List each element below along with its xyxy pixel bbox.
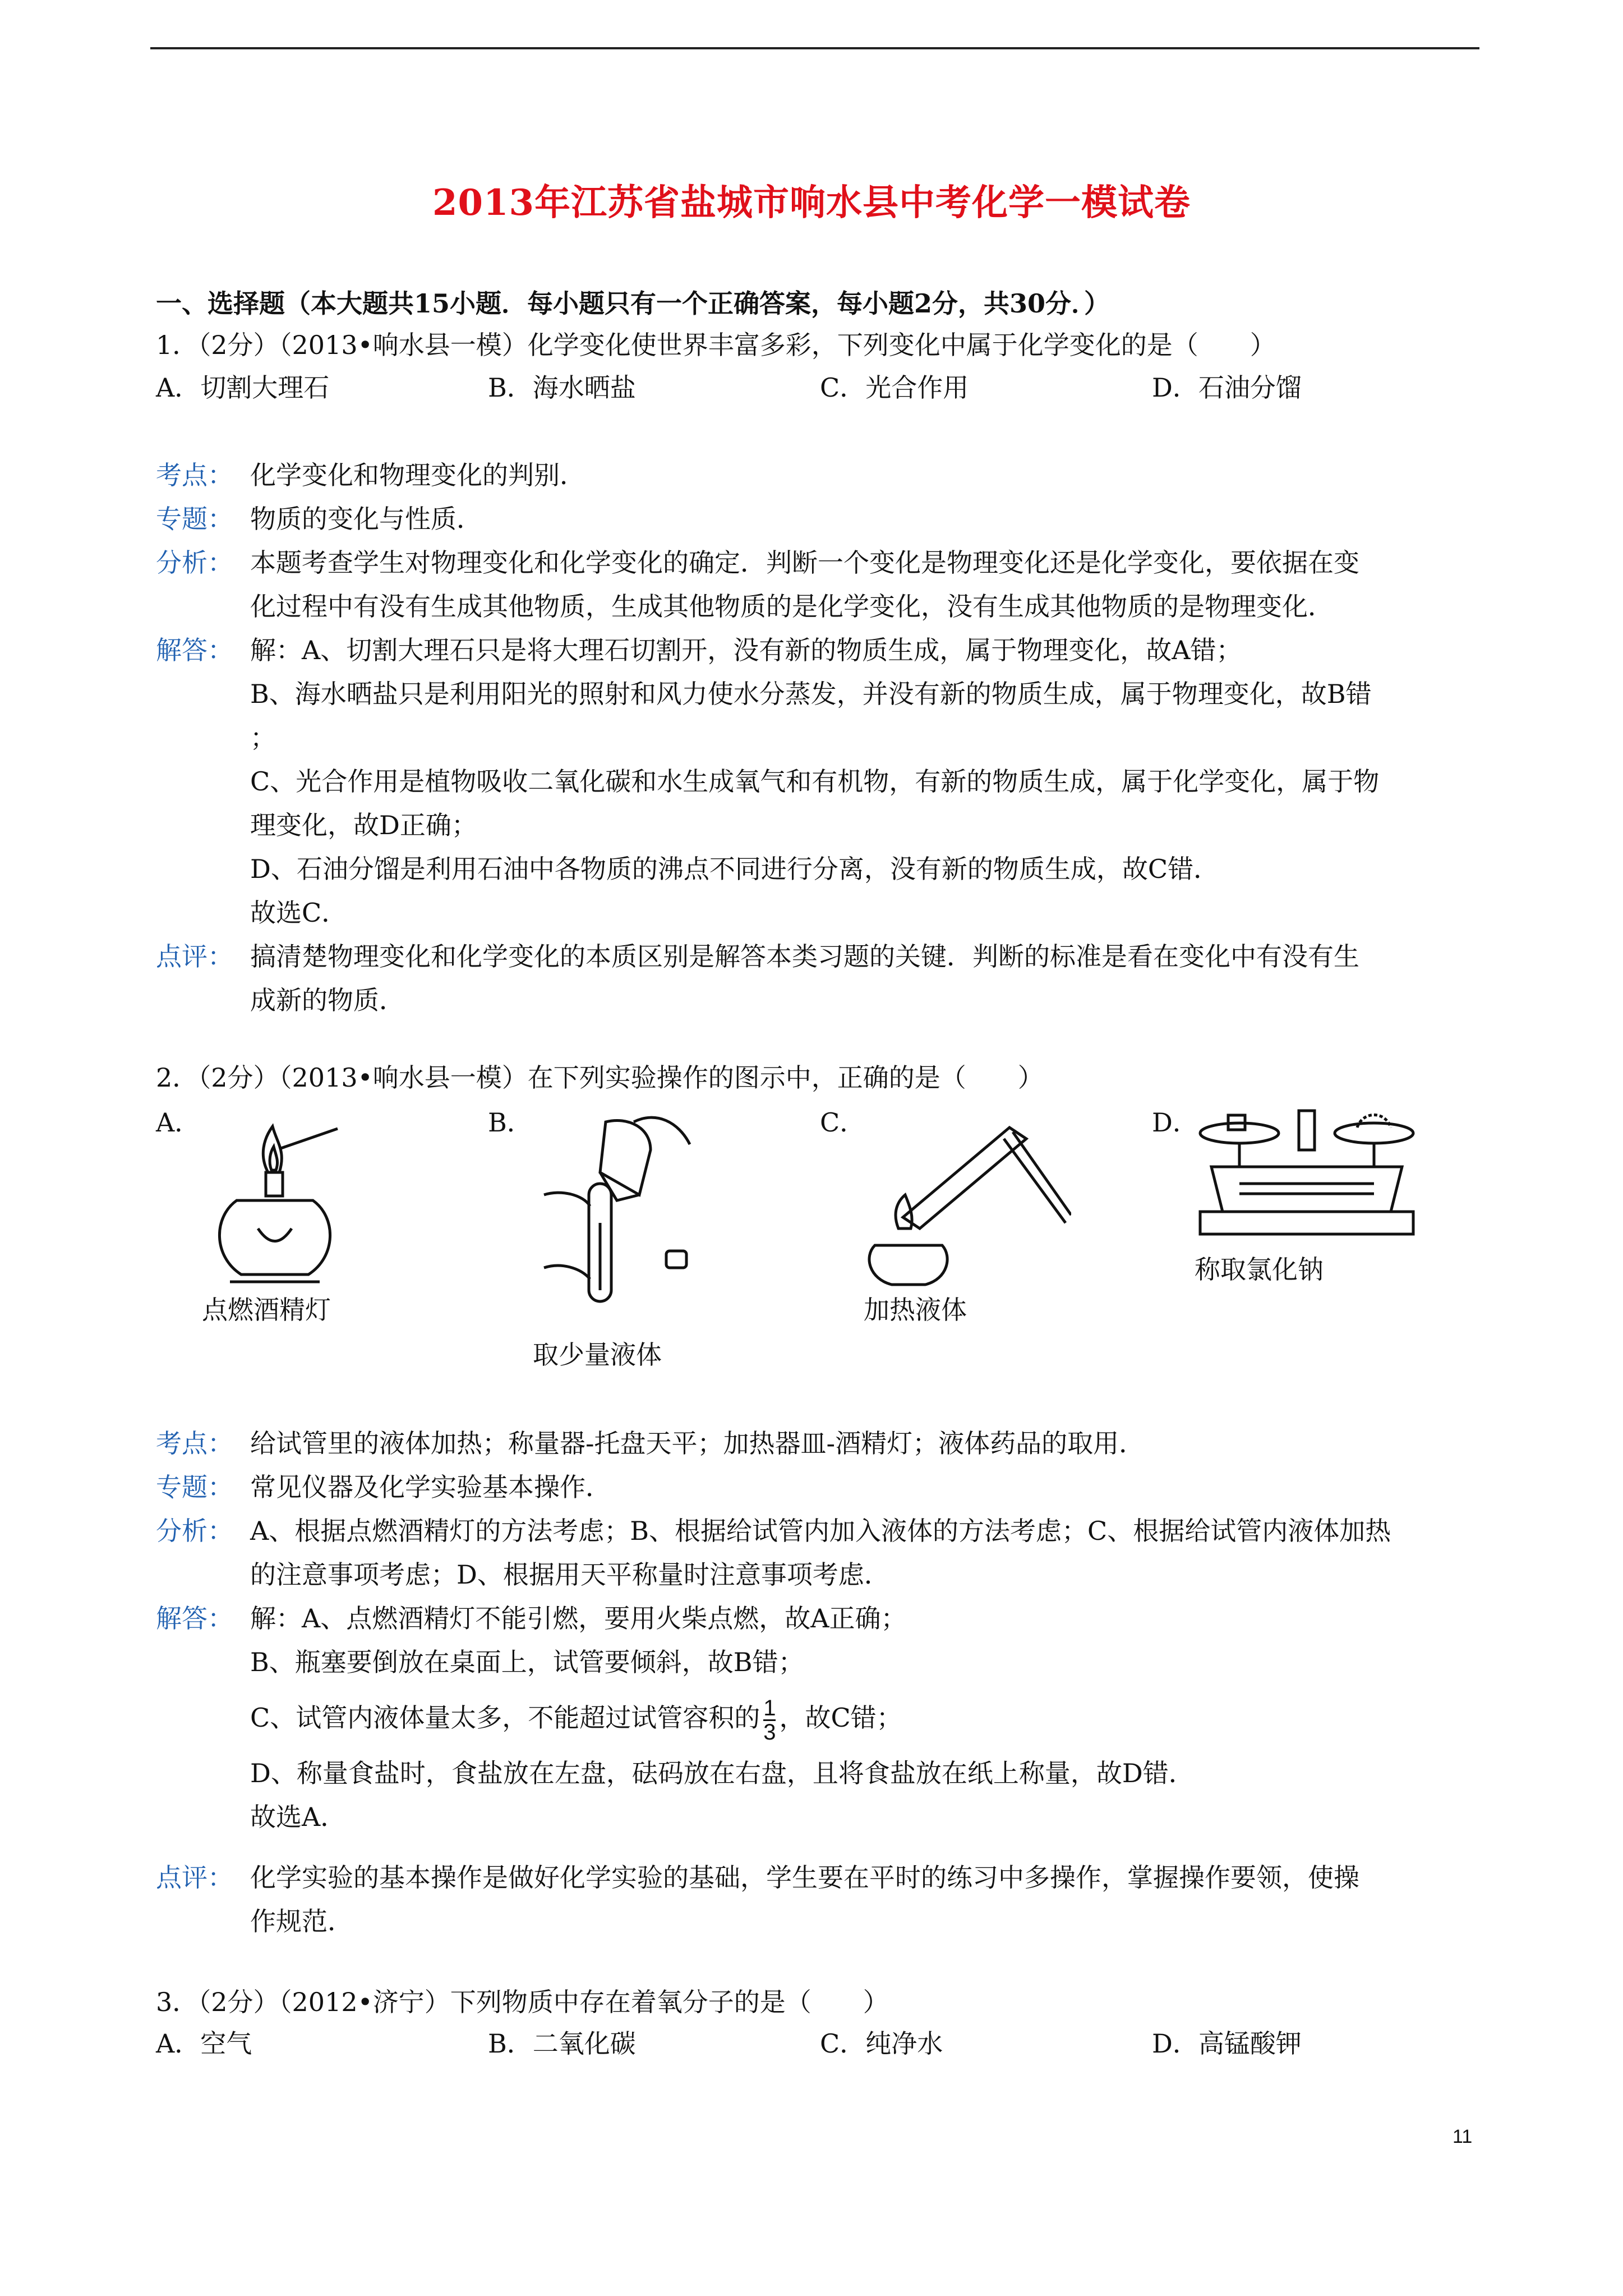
q2-zhuanti-label: 专题： — [156, 1472, 233, 1502]
q2-jieda-text: ，故C错； — [779, 1703, 902, 1733]
q1-fenxi-label: 分析： — [156, 547, 233, 578]
heating-liquid-illustration — [858, 1116, 1071, 1296]
one-third-fraction — [763, 1697, 776, 1743]
q2-kaodian-label: 考点： — [156, 1428, 233, 1458]
q3-option-a: A．空气 — [156, 2028, 252, 2059]
caption-a: 点燃酒精灯 — [202, 1295, 331, 1325]
q3-option-c: C．纯净水 — [820, 2028, 943, 2059]
q1-option-c: C．光合作用 — [820, 372, 969, 403]
caption-c: 加热液体 — [864, 1295, 967, 1325]
q1-option-d: D．石油分馏 — [1152, 372, 1302, 403]
q1-fenxi — [250, 541, 1484, 628]
q2-dianping-label: 点评： — [156, 1862, 233, 1893]
q2-kaodian — [250, 1421, 1484, 1465]
q2-letter-b: B． — [488, 1107, 533, 1138]
header-rule — [150, 47, 1479, 49]
q2-letter-c: C． — [820, 1107, 866, 1138]
q3-stem: 3．（2分）（2012•济宁）下列物质中存在着氧分子的是（ ） — [156, 1987, 889, 2017]
q1-jieda-line: C、光合作用是植物吸收二氧化碳和水生成氧气和有机物，有新的物质生成，属于化学变化，属于物 — [250, 766, 1380, 797]
q1-dianping — [250, 935, 1484, 1022]
q1-dianping-line: 搞清楚物理变化和化学变化的本质区别是解答本类习题的关键．判断的标准是看在变化中有没有生 — [250, 941, 1359, 972]
q1-jieda — [250, 628, 1484, 935]
fraction-denominator: 3 — [763, 1719, 776, 1745]
q1-jieda-line: 理变化，故D正确； — [250, 810, 477, 840]
q1-option-a: A．切割大理石 — [156, 372, 330, 403]
q2-letter-a: A． — [156, 1107, 201, 1138]
caption-b: 取少量液体 — [533, 1340, 662, 1370]
q2-dianping-line: 化学实验的基本操作是做好化学实验的基础，学生要在平时的练习中多操作，掌握操作要领，使操 — [250, 1862, 1359, 1893]
section-heading: 一、选择题（本大题共15小题．每小题只有一个正确答案，每小题2分，共30分．） — [156, 288, 1110, 319]
alcohol-lamp-illustration — [208, 1116, 342, 1290]
q1-jieda-label: 解答： — [156, 635, 233, 665]
fraction-numerator: 1 — [763, 1695, 776, 1720]
q1-fenxi-line: 本题考查学生对物理变化和化学变化的确定．判断一个变化是物理变化还是化学变化，要依据在变 — [250, 547, 1359, 578]
q3-option-d: D．高锰酸钾 — [1152, 2028, 1302, 2059]
q1-jieda-line: ； — [250, 723, 276, 753]
caption-d: 称取氯化钠 — [1195, 1254, 1324, 1285]
q2-letter-d: D． — [1152, 1107, 1198, 1138]
q2-zhuanti-text: 常见仪器及化学实验基本操作． — [250, 1472, 611, 1502]
q1-stem: 1．（2分）（2013•响水县一模）化学变化使世界丰富多彩，下列变化中属于化学变化的是（ ） — [156, 330, 1276, 360]
q3-option-b: B．二氧化碳 — [488, 2028, 636, 2059]
q1-jieda-line: B、海水晒盐只是利用阳光的照射和风力使水分蒸发，并没有新的物质生成，属于物理变化，故B错 — [250, 679, 1372, 709]
page-title: 2013年江苏省盐城市响水县中考化学一模试卷 — [432, 182, 1191, 224]
q2-fenxi-line: A、根据点燃酒精灯的方法考虑；B、根据给试管内加入液体的方法考虑；C、根据给试管内液体加热 — [250, 1516, 1391, 1546]
q2-dianping-line: 作规范． — [250, 1906, 353, 1936]
q2-jieda-line: 故选A． — [250, 1802, 347, 1832]
q2-jieda-line: 解：A、点燃酒精灯不能引燃，要用火柴点燃，故A正确； — [250, 1603, 907, 1634]
q2-jieda-text: C、试管内液体量太多，不能超过试管容积的 — [250, 1703, 760, 1733]
q1-zhuanti-label: 专题： — [156, 504, 233, 534]
q1-kaodian — [250, 453, 1484, 497]
q1-option-b: B．海水晒盐 — [488, 372, 636, 403]
q1-zhuanti — [250, 497, 1484, 541]
q2-jieda — [250, 1596, 1484, 1839]
q2-jieda-line-fraction — [250, 1684, 1484, 1751]
q1-fenxi-line: 化过程中有没有生成其他物质，生成其他物质的是化学变化，没有生成其他物质的是物理变化． — [250, 591, 1334, 622]
q1-dianping-label: 点评： — [156, 941, 233, 972]
q2-zhuanti — [250, 1465, 1484, 1509]
q1-jieda-line: 解：A、切割大理石只是将大理石切割开，没有新的物质生成，属于物理变化，故A错； — [250, 635, 1242, 665]
q2-stem: 2．（2分）（2013•响水县一模）在下列实验操作的图示中，正确的是（ ） — [156, 1062, 1044, 1093]
q2-jieda-line: B、瓶塞要倒放在桌面上，试管要倾斜，故B错； — [250, 1647, 804, 1677]
pouring-liquid-illustration — [522, 1111, 723, 1324]
q1-kaodian-label: 考点： — [156, 460, 233, 490]
q1-kaodian-text: 化学变化和物理变化的判别． — [250, 460, 585, 490]
q2-jieda-line: D、称量食盐时，食盐放在左盘，砝码放在右盘，且将食盐放在纸上称量，故D错． — [250, 1758, 1195, 1788]
q1-jieda-line: D、石油分馏是利用石油中各物质的沸点不同进行分离，没有新的物质生成，故C错． — [250, 854, 1220, 884]
q1-dianping-line: 成新的物质． — [250, 985, 405, 1015]
q1-zhuanti-text: 物质的变化与性质． — [250, 504, 482, 534]
q2-fenxi-label: 分析： — [156, 1516, 233, 1546]
q1-jieda-line: 故选C． — [250, 898, 348, 928]
balance-scale-illustration — [1189, 1099, 1424, 1251]
q2-kaodian-text: 给试管里的液体加热；称量器-托盘天平；加热器皿-酒精灯；液体药品的取用． — [250, 1428, 1145, 1458]
page-number: 11 — [1453, 2126, 1473, 2147]
q2-fenxi-line: 的注意事项考虑；D、根据用天平称量时注意事项考虑． — [250, 1559, 890, 1590]
q2-fenxi — [250, 1509, 1484, 1596]
q2-dianping — [250, 1856, 1484, 1943]
q2-jieda-label: 解答： — [156, 1603, 233, 1634]
